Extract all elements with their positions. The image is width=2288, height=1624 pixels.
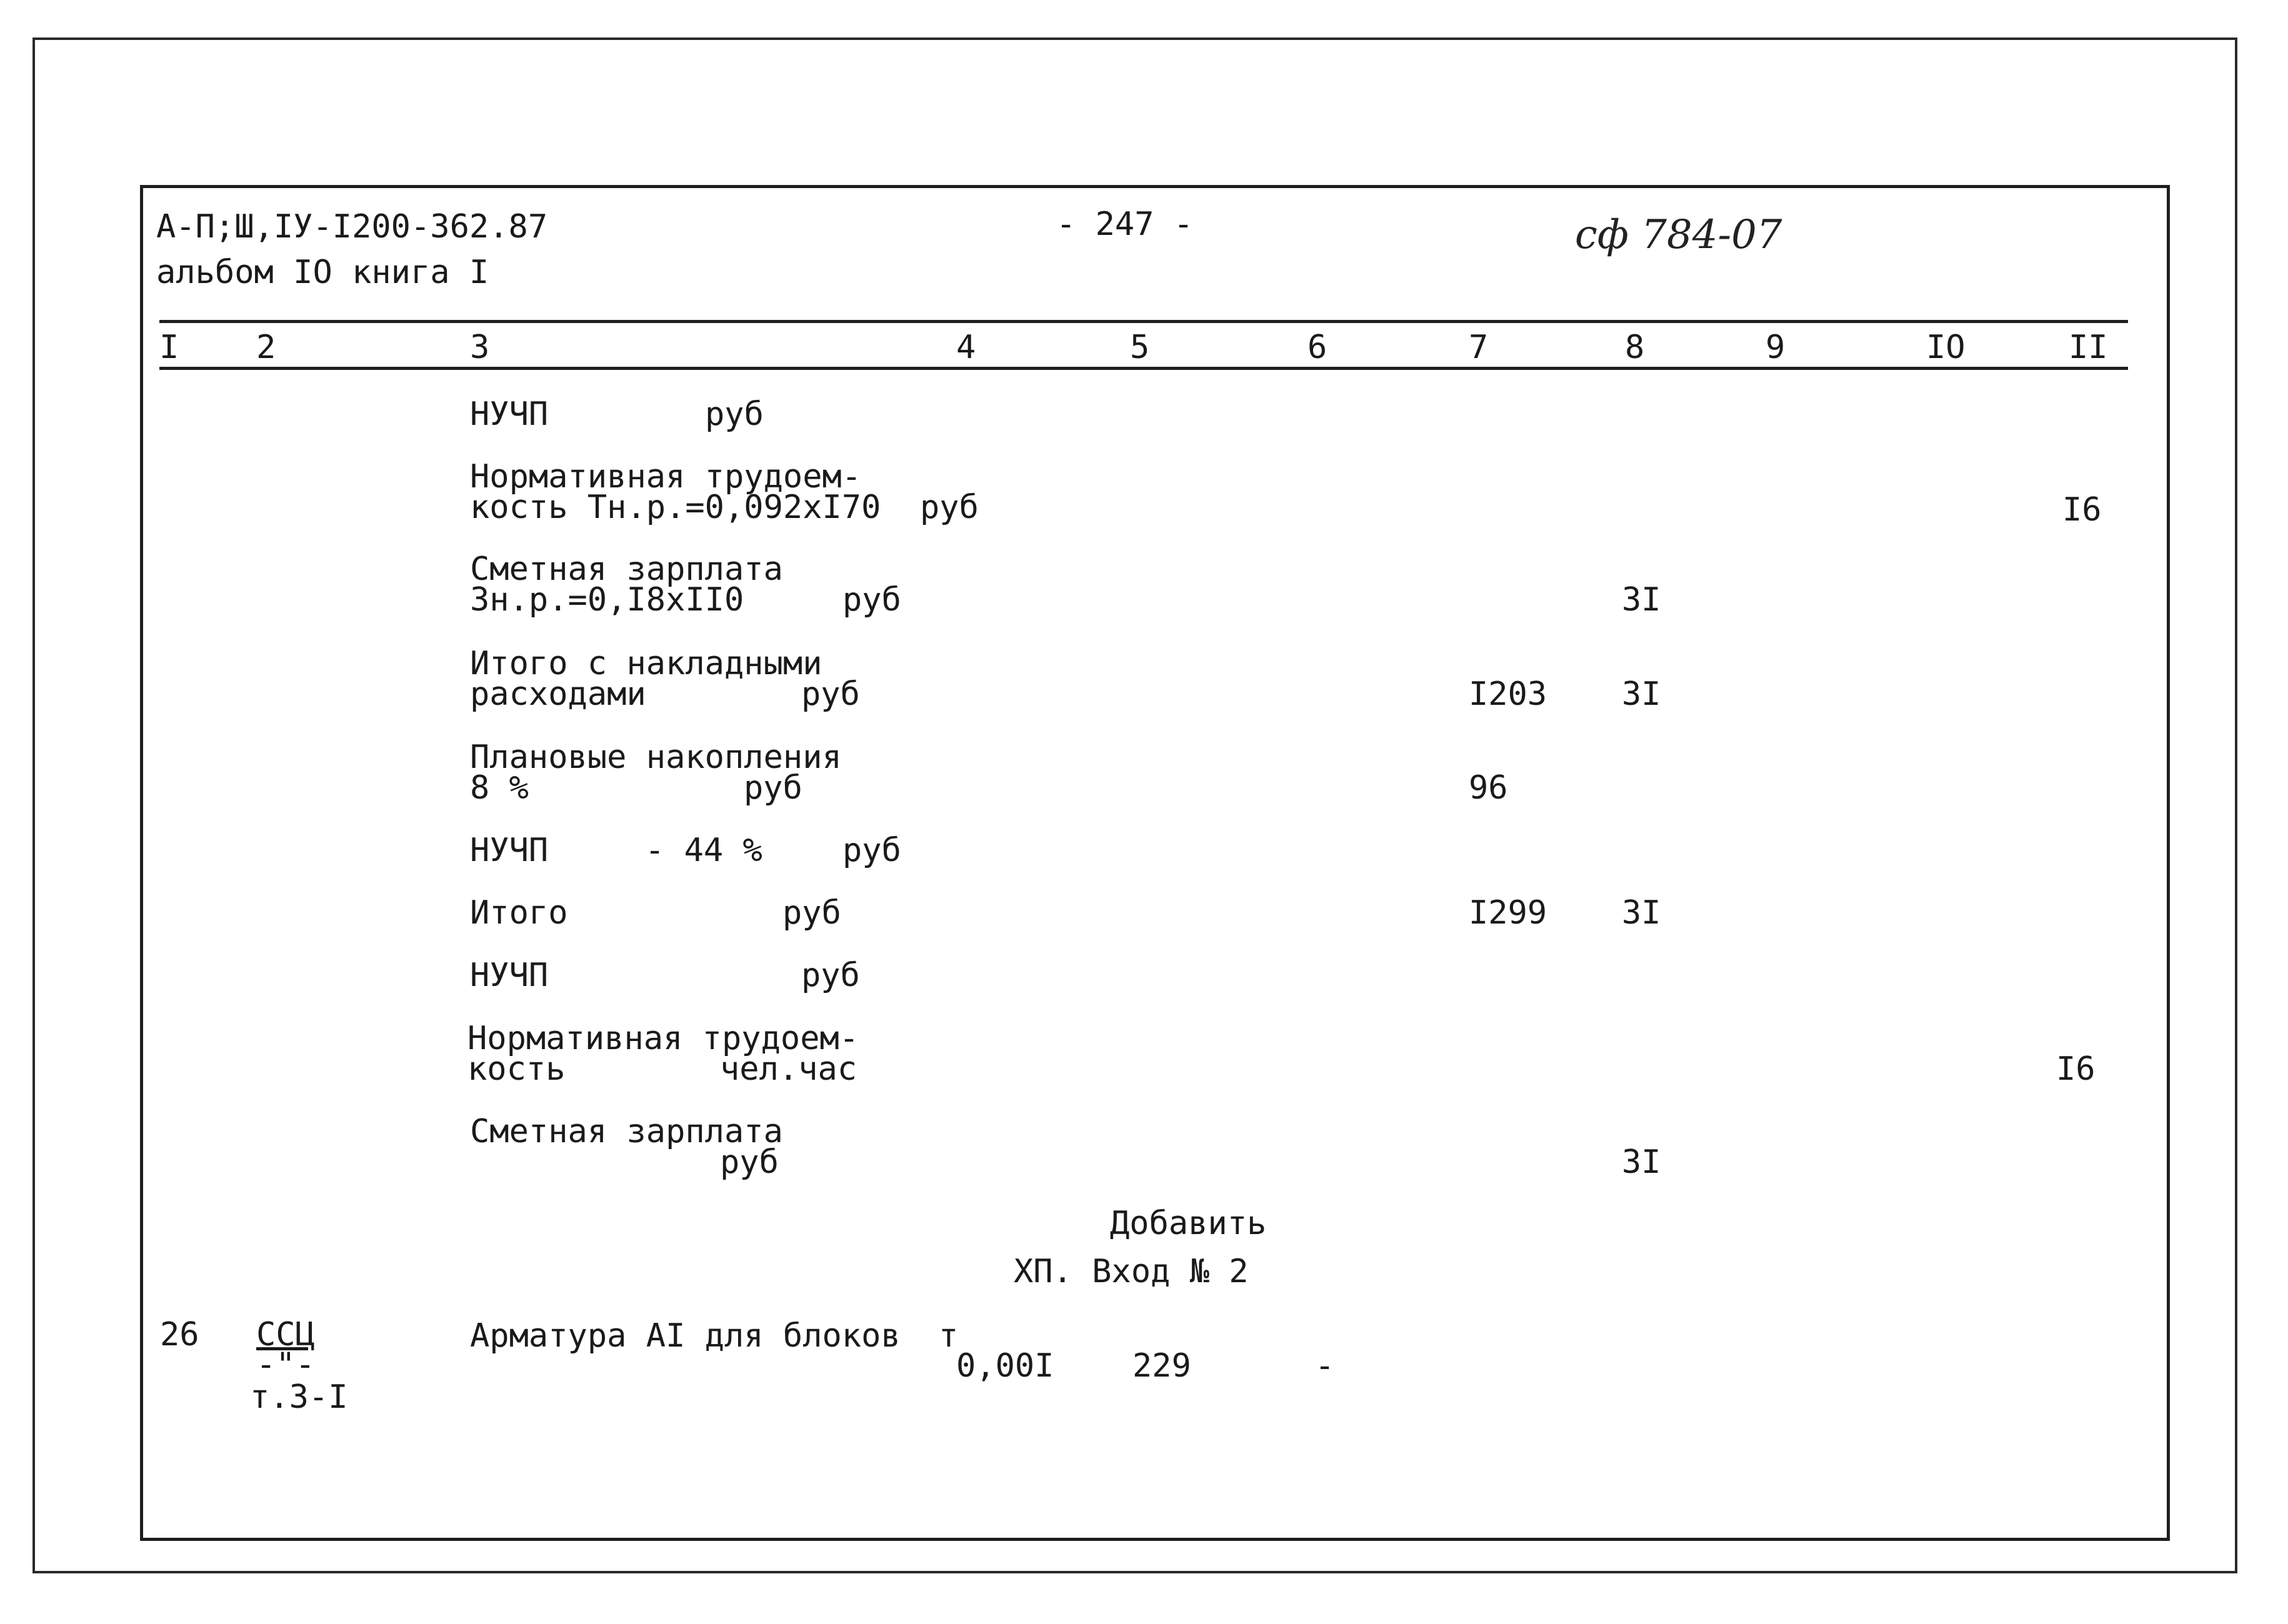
col-header-7: 7 [1469, 329, 1489, 366]
row6-unit: руб [842, 832, 901, 869]
item26-price: 229 [1132, 1347, 1191, 1385]
row9-line1: Нормативная трудоем- [467, 1020, 859, 1057]
row2-line1: Нормативная трудоем- [470, 458, 862, 496]
row7-col8: 3I [1622, 894, 1661, 932]
item26-ref-ditto: -"- [256, 1346, 315, 1383]
row3-unit: руб [842, 581, 901, 619]
col-header-3: 3 [470, 329, 490, 366]
row7-col7: I299 [1469, 894, 1547, 932]
item26-name: Арматура АI для блоков [470, 1317, 901, 1355]
handwritten-stamp: сф 784-07 [1575, 212, 1782, 258]
row10-col8: 3I [1622, 1143, 1661, 1181]
row8-unit: руб [801, 957, 860, 994]
row4-line2: расходами [470, 675, 646, 713]
col-header-10: IO [1926, 329, 1966, 366]
row5-line1: Плановые накопления [470, 739, 842, 776]
page-number: - 247 - [1056, 206, 1194, 243]
header-top-rule [159, 320, 2128, 323]
row9-col11: I6 [2056, 1050, 2096, 1088]
row4-line1: Итого с накладными [470, 645, 822, 682]
item26-ref-table: т.3-I [250, 1378, 348, 1416]
row3-line2: Зн.р.=0,I8хII0 [470, 581, 744, 619]
item26-col6: - [1315, 1347, 1335, 1385]
col-header-1: I [159, 329, 179, 366]
section-subtitle: ХП. Вход № 2 [1014, 1253, 1249, 1290]
row4-unit: руб [801, 675, 860, 713]
row1-unit: руб [705, 396, 764, 433]
col-header-6: 6 [1307, 329, 1327, 366]
header-bottom-rule [159, 367, 2128, 370]
col-header-4: 4 [956, 329, 976, 366]
item26-quantity: 0,00I [956, 1347, 1054, 1385]
item26-unit: т [939, 1317, 959, 1355]
item26-ref-source: ССЦ [256, 1316, 315, 1353]
row3-line1: Сметная зарплата [470, 550, 783, 588]
row1-label: НУЧП [470, 396, 549, 433]
document-code: А-П;Ш,IУ-I200-362.87 [156, 208, 548, 246]
row9-line2: кость [467, 1050, 566, 1088]
row9-unit: чел.час [720, 1050, 857, 1088]
row6-percent: - 44 % [645, 832, 762, 869]
row2-col11: I6 [2062, 491, 2102, 529]
section-title: Добавить [1110, 1205, 1267, 1242]
row4-col7: I203 [1469, 675, 1547, 713]
row8-label: НУЧП [470, 957, 549, 994]
row10-unit: руб [720, 1143, 779, 1181]
row2-line2: кость Тн.р.=0,092хI70 [470, 489, 881, 526]
row4-col8: 3I [1622, 675, 1661, 713]
row5-col7: 96 [1469, 769, 1508, 807]
col-header-2: 2 [256, 329, 276, 366]
col-header-9: 9 [1766, 329, 1786, 366]
row5-line2: 8 % [470, 769, 529, 807]
item26-number: 26 [160, 1316, 199, 1353]
row10-line1: Сметная зарплата [470, 1113, 783, 1150]
row5-unit: руб [744, 769, 802, 807]
col-header-11: II [2069, 329, 2108, 366]
col-header-8: 8 [1625, 329, 1645, 366]
row7-unit: руб [782, 894, 841, 932]
row6-label: НУЧП [470, 832, 549, 869]
col-header-5: 5 [1130, 329, 1150, 366]
album-label: альбом IO книга I [156, 254, 489, 291]
row3-col8: 3I [1622, 581, 1661, 619]
inner-frame [140, 185, 2170, 1541]
row2-unit: руб [920, 489, 979, 526]
row7-label: Итого [470, 894, 568, 932]
